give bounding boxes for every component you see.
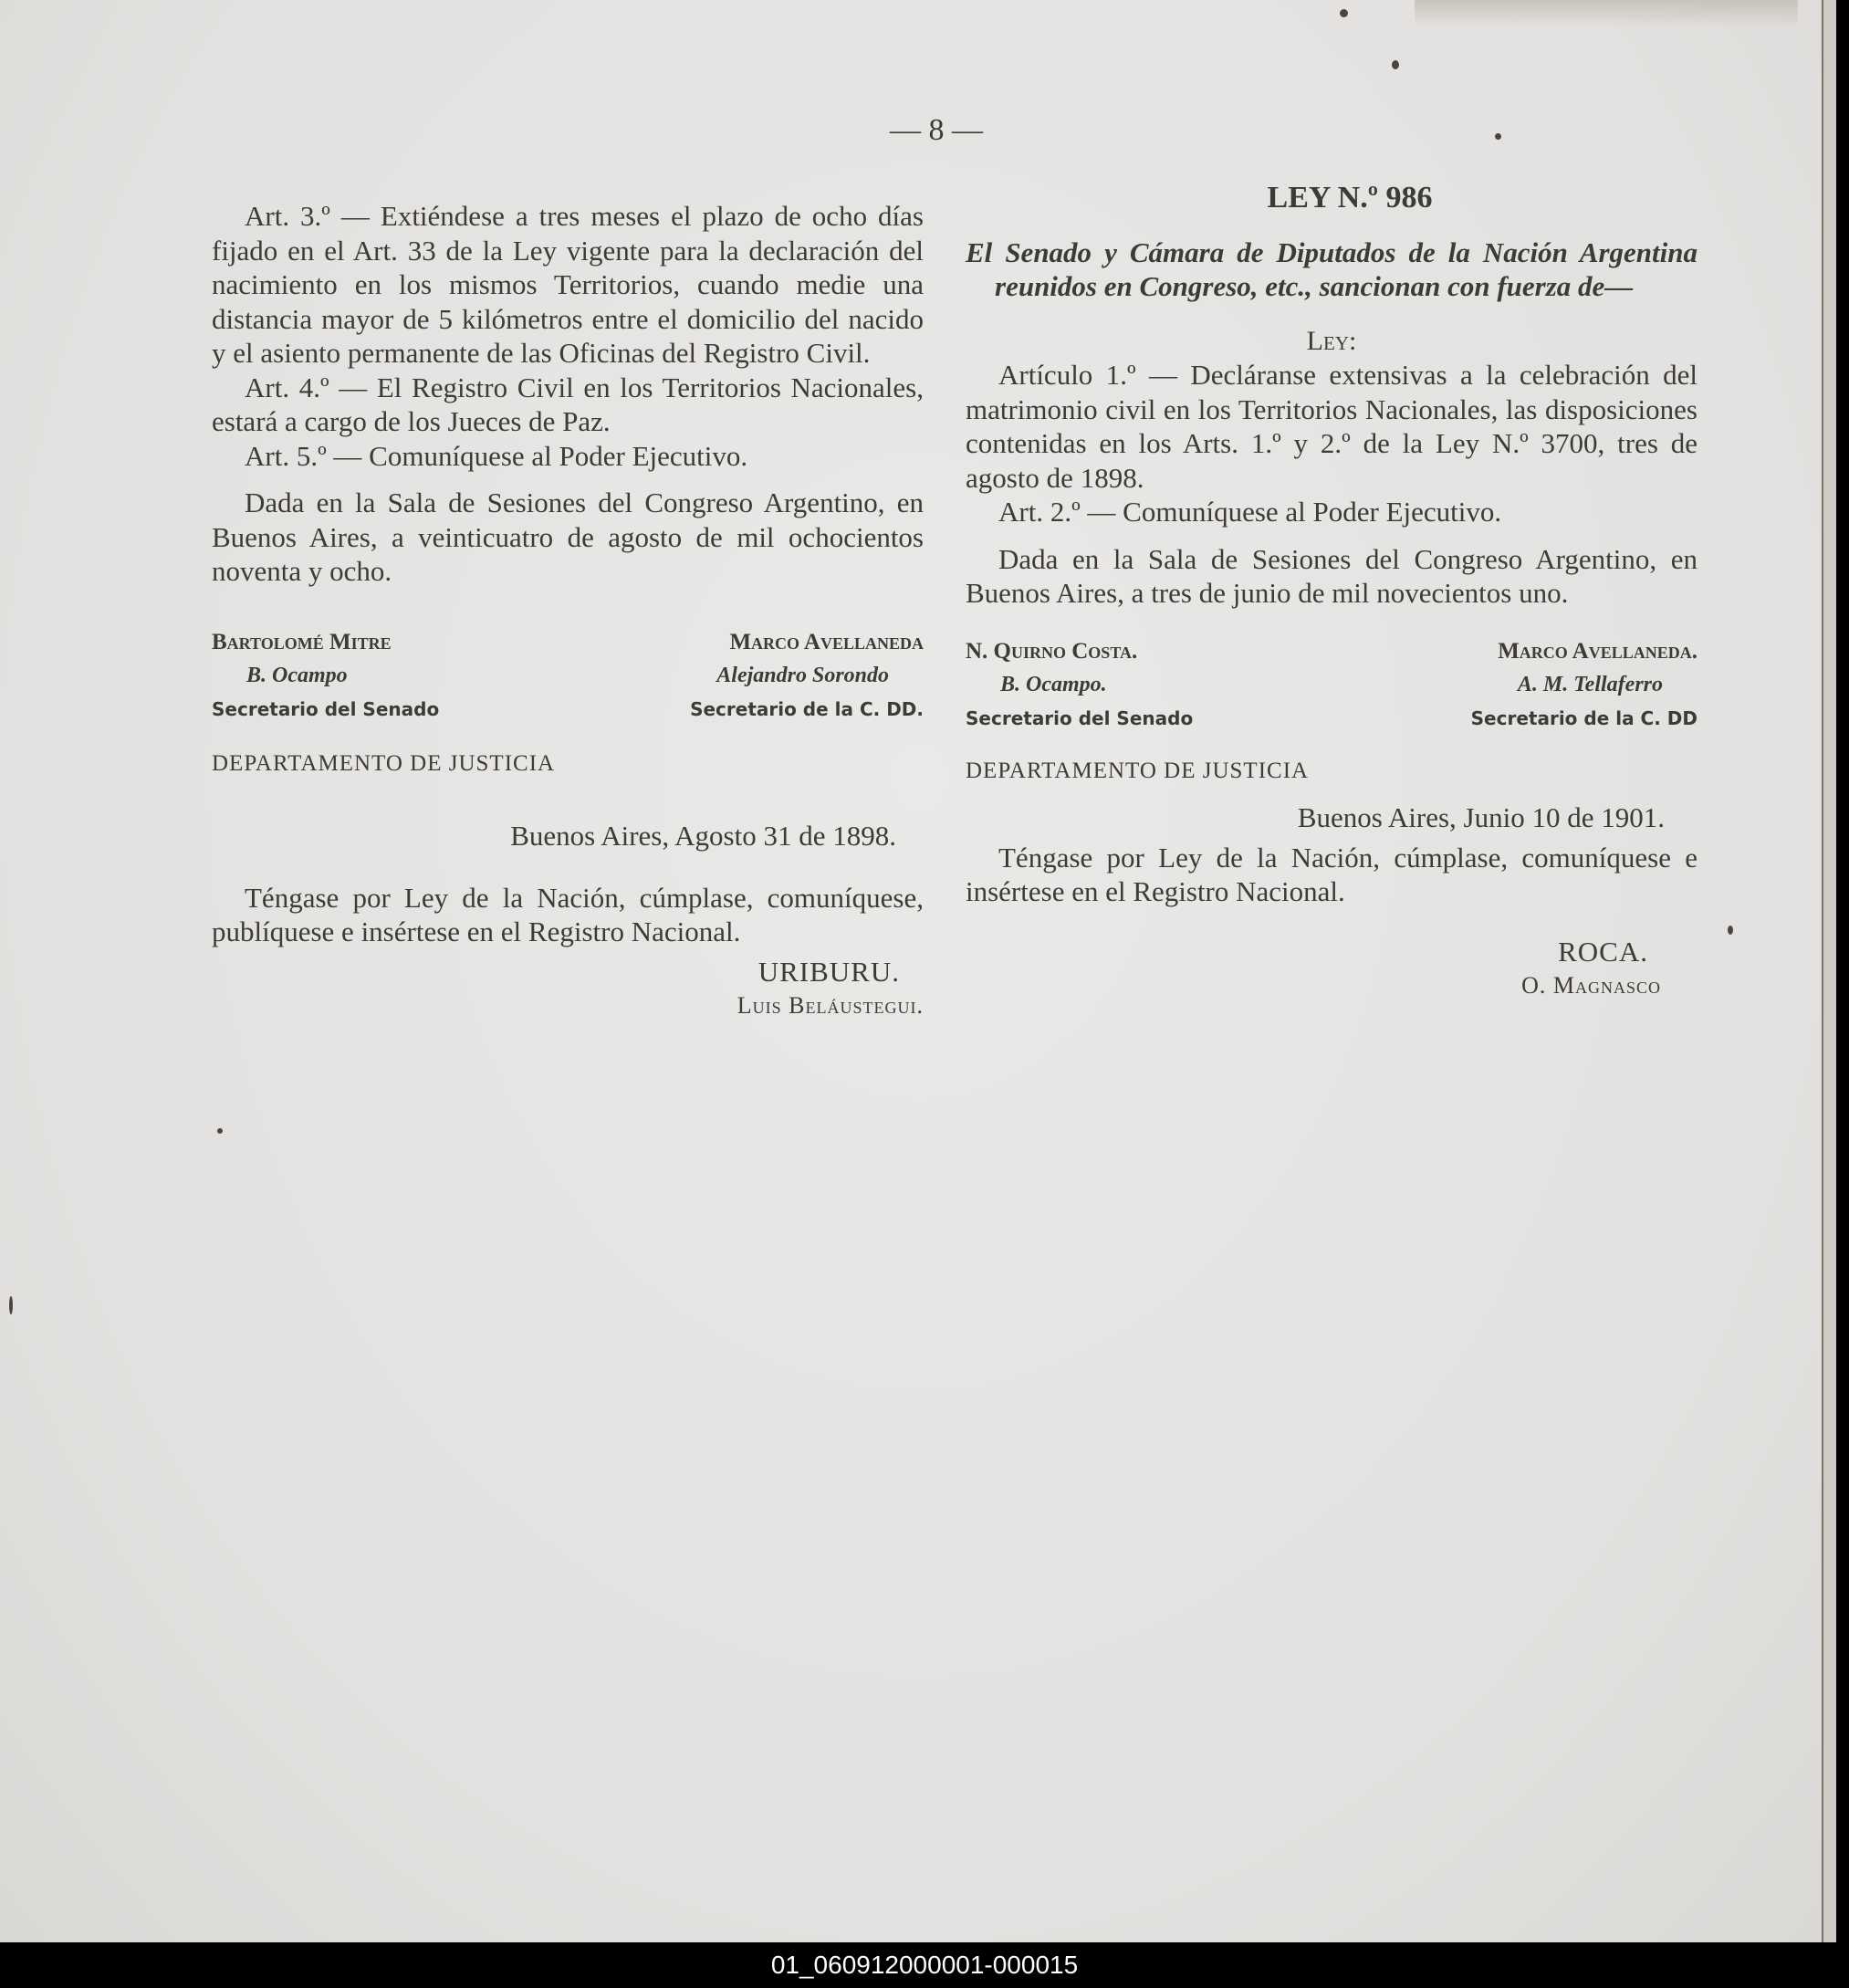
minister-signature: O. Magnasco	[1521, 972, 1661, 999]
department-heading: DEPARTAMENTO DE JUSTICIA	[212, 750, 556, 776]
right-column	[966, 181, 1698, 1003]
article-3: Art. 3.º — Extiéndese a tres meses el plazo de ocho días fijado en el Art. 33 de la Ley vigente para la declaración del nacimiento en los mismos Territorios, cuando medie una distancia mayor de 5 kilómetros entre el domicilio del nacido y el asiento permanente de las Oficinas del Registro Civil.	[212, 200, 924, 369]
article-2: Art. 2.º — Comuníquese al Poder Ejecutivo.	[998, 496, 1502, 528]
senate-signature	[212, 625, 439, 727]
deputies-signature	[682, 625, 924, 727]
ink-speck	[217, 1128, 223, 1134]
senate-signature	[966, 634, 1193, 736]
enactment-formula: El Senado y Cámara de Diputados de la Nación Argentina reunidos en Congreso, etc., sancionan con fuerza de—	[966, 235, 1698, 302]
signer-name: Marco Avellaneda.	[1498, 638, 1698, 664]
decree-date: Buenos Aires, Agosto 31 de 1898.	[510, 820, 896, 852]
ink-speck	[1495, 133, 1501, 140]
secretary-name: B. Ocampo.	[1000, 672, 1107, 696]
secretary-role: Secretario de la C. DD	[1470, 706, 1698, 729]
decree-date: Buenos Aires, Junio 10 de 1901.	[1297, 801, 1665, 833]
ink-speck	[1340, 9, 1348, 17]
article-4: Art. 4.º — El Registro Civil en los Territorios Nacionales, estará a cargo de los Jueces de Paz.	[212, 371, 924, 437]
signer-name: Bartolomé Mitre	[212, 629, 392, 654]
page-right-edge	[1822, 0, 1836, 1942]
article-1: Artículo 1.º — Decláranse extensivas a la celebración del matrimonio civil en los Territorios Nacionales, las disposiciones contenidas en los Arts. 1.º y 2.º de la Ley N.º 3700, tres de agosto de 1898.	[966, 359, 1698, 494]
signatures	[212, 625, 924, 727]
ley-label: Ley:	[1306, 325, 1357, 356]
president-signature: ROCA.	[1558, 935, 1648, 968]
secretary-role: Secretario de la C. DD.	[690, 697, 924, 720]
signer-name: Marco Avellaneda	[729, 629, 924, 654]
top-edge-shadow	[1415, 0, 1798, 27]
given-paragraph: Dada en la Sala de Sesiones del Congreso Argentino, en Buenos Aires, a tres de junio de mil novecientos uno.	[966, 542, 1698, 609]
image-caption: 01_060912000001-000015	[0, 1942, 1849, 1988]
secretary-name: Alejandro Sorondo	[716, 663, 889, 687]
signer-name: N. Quirno Costa.	[966, 638, 1138, 664]
minister-signature: Luis Beláustegui.	[736, 992, 924, 1019]
decree-text: Téngase por Ley de la Nación, cúmplase, comuníquese e insértese en el Registro Nacional.	[966, 841, 1698, 907]
secretary-role: Secretario del Senado	[966, 706, 1194, 729]
page-number: — 8 —	[890, 113, 983, 147]
law-title: LEY N.º 986	[1267, 181, 1433, 214]
left-column	[212, 199, 924, 1023]
signatures	[966, 634, 1698, 736]
secretary-name: A. M. Tellaferro	[1517, 672, 1663, 696]
ink-speck	[9, 1296, 13, 1314]
article-5: Art. 5.º — Comuníquese al Poder Ejecutivo.	[245, 439, 748, 472]
secretary-role: Secretario del Senado	[212, 697, 440, 720]
ink-speck	[1728, 926, 1733, 935]
secretary-name: B. Ocampo	[246, 663, 348, 687]
given-paragraph: Dada en la Sala de Sesiones del Congreso Argentino, en Buenos Aires, a veinticuatro de agosto de mil ochocientos noventa y ocho.	[212, 487, 924, 587]
deputies-signature	[1471, 634, 1698, 736]
ink-speck	[1392, 60, 1399, 69]
president-signature: URIBURU.	[757, 955, 900, 988]
department-heading: DEPARTAMENTO DE JUSTICIA	[966, 758, 1310, 783]
decree-text: Téngase por Ley de la Nación, cúmplase, comuníquese, publíquese e insértese en el Registro Nacional.	[212, 881, 924, 947]
